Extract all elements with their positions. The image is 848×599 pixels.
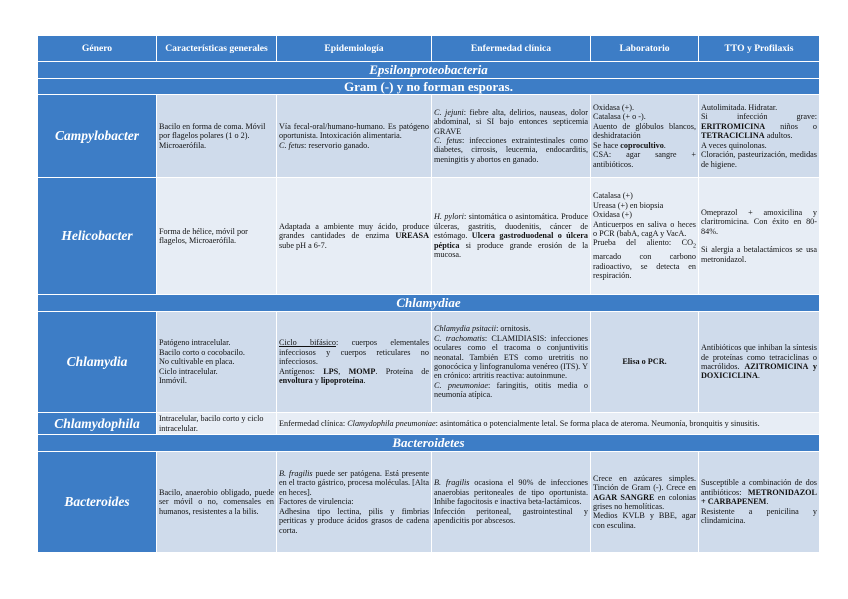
row-bacteroides: [38, 452, 819, 552]
chlamydia-lab: Elisa o PCR.: [591, 312, 698, 412]
genus-campylobacter: Campylobacter: [38, 95, 156, 177]
row-chlamydia: [38, 312, 819, 412]
chlamydophila-clinical: Enfermedad clínica: Clamydophila pneumoniae: asintomática o potencialmente letal. Se forma placa de ateroma. Neumonía, bronquitis y sinusitis.: [277, 413, 819, 434]
helicobacter-clinical: H. pylori: sintomática o asintomática. Produce úlceras, gastritis, duodenitis, cáncer de estómago. Ulcera gastroduodenal o úlcera péptica si produce grande erosión de la mucosa.: [432, 178, 590, 294]
bacteria-summary-table: [37, 35, 820, 553]
campylobacter-general: Bacilo en forma de coma. Móvil por flagelos polares (1 o 2). Microaerófila.: [157, 95, 276, 177]
header-laboratorio: Laboratorio: [591, 36, 698, 61]
header-enfermedad-clinica: Enfermedad clínica: [432, 36, 590, 61]
summary-table-page: [37, 35, 817, 553]
section-chlamydiae: Chlamydiae: [38, 295, 819, 311]
bacteroides-treatment: Susceptible a combinación de dos antibióticos: METRONIDAZOL + CARBAPENEM. Resistente a penicilina y clindamicina.: [699, 452, 819, 552]
bacteroides-clinical: B. fragilis ocasiona el 90% de infecciones anaerobias peritoneales de tipo oportunista. Inhibe fagocitosis e inactiva beta-lactámicos. Infección peritoneal, gastrointestinal y apendicitis por abscesos.: [432, 452, 590, 552]
chlamydia-treatment: Antibióticos que inhiban la síntesis de proteínas como tetraciclinas o macrólidos. AZITROMICINA y DOXICICLINA.: [699, 312, 819, 412]
header-epidemiologia: Epidemiología: [277, 36, 431, 61]
chlamydia-general: Patógeno intracelular. Bacilo corto o cocobacilo. No cultivable en placa. Ciclo intracelular. Inmóvil.: [157, 312, 276, 412]
section-gram-note: Gram (-) y no forman esporas.: [38, 79, 819, 94]
bacteroides-general: Bacilo, anaerobio obligado, puede ser móvil o no, comensales en humanos, resistentes a la bilis.: [157, 452, 276, 552]
header-genero: Género: [38, 36, 156, 61]
bacteroides-lab: Crece en azúcares simples. Tinción de Gram (-). Crece en AGAR SANGRE en colonias grises no hemolíticas. Medios KVLB y BBE, agar con esculina.: [591, 452, 698, 552]
bacteroides-epidemiology: B. fragilis puede ser patógena. Está presente en el tracto gástrico, procesa moléculas. [Alta en heces]. Factores de virulencia: Adhesina tipo lectina, pilis y fimbrias periticas y produce ácidos grasos de cadena corta.: [277, 452, 431, 552]
helicobacter-treatment: Omeprazol + amoxicilina y claritromicina. Con éxito en 80-84%. Si alergia a betalactámicos se usa metronidazol.: [699, 178, 819, 294]
header-tto-profilaxis: TTO y Profilaxis: [699, 36, 819, 61]
header-caracteristicas: Características generales: [157, 36, 276, 61]
helicobacter-epidemiology: Adaptada a ambiente muy ácido, produce grandes cantidades de enzima UREASA sube pH a 6-7.: [277, 178, 431, 294]
campylobacter-clinical: C. jejuni: fiebre alta, delirios, nauseas, dolor abdominal, si SI bajo entonces septicemia GRAVE C. fetus: infecciones extraintestinales como diabetes, cirrosis, leucemia, endocarditis, meningitis y abortos en ganado.: [432, 95, 590, 177]
helicobacter-general: Forma de hélice, móvil por flagelos, Microaerófila.: [157, 178, 276, 294]
row-chlamydophila: [38, 413, 819, 434]
chlamydia-epidemiology: Ciclo bifásico: cuerpos elementales infecciosos y cuerpos reticulares no infecciosos. Antígenos: LPS, MOMP. Proteína de envoltura y lipoproteína.: [277, 312, 431, 412]
genus-chlamydia: Chlamydia: [38, 312, 156, 412]
genus-helicobacter: Helicobacter: [38, 178, 156, 294]
campylobacter-lab: Oxidasa (+). Catalasa (+ o -). Auento de glóbulos blancos, deshidratación Se hace coprocultivo. CSA: agar sangre + antibióticos.: [591, 95, 698, 177]
section-bacteroidetes: Bacteroidetes: [38, 435, 819, 451]
genus-chlamydophila: Chlamydophila: [38, 413, 156, 434]
header-row: [38, 36, 819, 61]
row-helicobacter: [38, 178, 819, 294]
helicobacter-lab: Catalasa (+) Ureasa (+) en biopsia Oxidasa (+) Anticuerpos en saliva o heces o PCR (babA, cagA y VacA. Prueba del aliento: $CO_2$ marcado con carbono radioactivo, se detecta en respiración.: [591, 178, 698, 294]
genus-bacteroides: Bacteroides: [38, 452, 156, 552]
section-epsilonproteobacteria: Epsilonproteobacteria: [38, 62, 819, 78]
chlamydophila-general: Intracelular, bacilo corto y ciclo intracelular.: [157, 413, 276, 434]
row-campylobacter: [38, 95, 819, 177]
campylobacter-treatment: Autolimitada. Hidratar. Si infección grave: ERITROMICINA niños o TETRACICLINA adultos. A veces quinolonas. Cloración, pasteurización, medidas de higiene.: [699, 95, 819, 177]
campylobacter-epidemiology: Vía fecal-oral/humano-humano. Es patógeno oportunista. Intoxicación alimentaria. C. fetus: reservorio ganado.: [277, 95, 431, 177]
chlamydia-clinical: Chlamydia psitacii: ornitosis. C. trachomatis: CLAMIDIASIS: infecciones oculares como el tracoma o conjuntivitis neonatal. También ETS como uretritis no gonocócica y linfogranuloma venéreo (ITS). Y en crónico: artritis reactiva: autoinmune. C. pneumoniae: faringitis, otitis media o neumonía atípica.: [432, 312, 590, 412]
